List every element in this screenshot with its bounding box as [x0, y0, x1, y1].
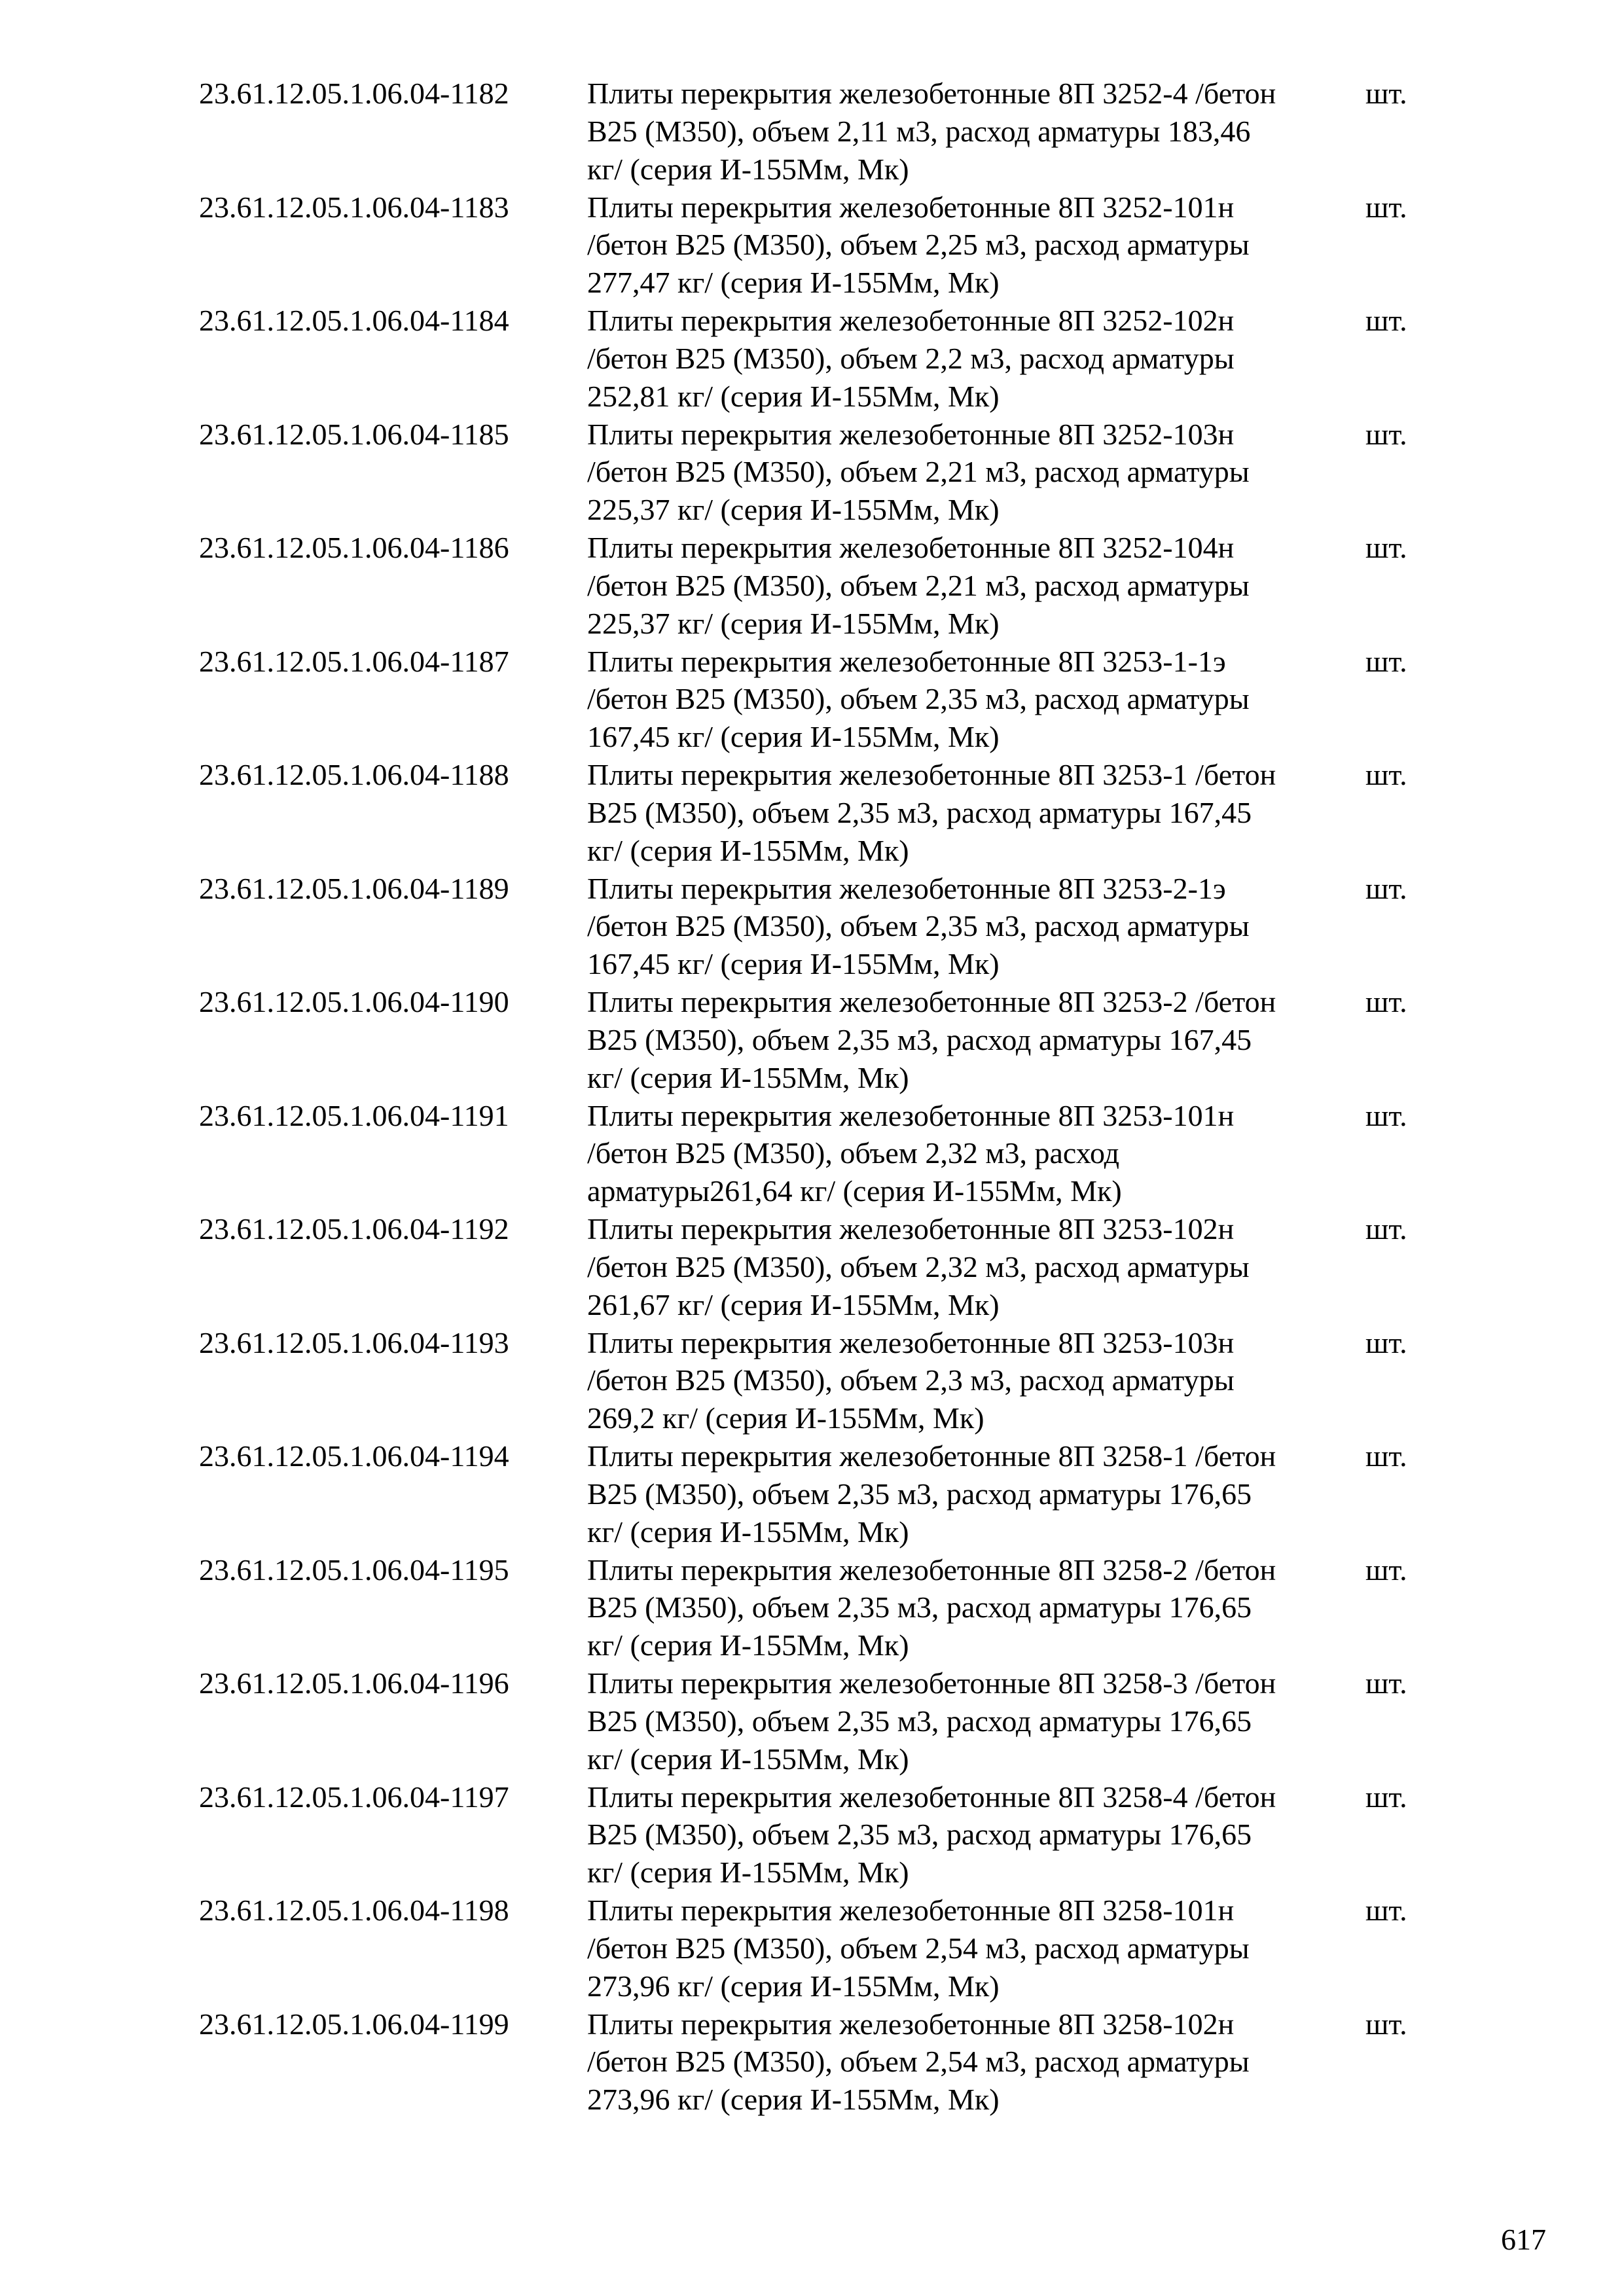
item-description: Плиты перекрытия железобетонные 8П 3253-1 /бетон В25 (М350), объем 2,35 м3, расход арматуры 167,45 кг/ (серия И-155Мм, Мк)	[587, 758, 1276, 867]
item-description: Плиты перекрытия железобетонные 8П 3258-2 /бетон В25 (М350), объем 2,35 м3, расход арматуры 176,65 кг/ (серия И-155Мм, Мк)	[587, 1552, 1276, 1662]
item-unit: шт.	[1365, 985, 1407, 1018]
item-description: Плиты перекрытия железобетонные 8П 3258-3 /бетон В25 (М350), объем 2,35 м3, расход арматуры 176,65 кг/ (серия И-155Мм, Мк)	[587, 1666, 1276, 1776]
table-row	[0, 643, 1624, 757]
item-code: 23.61.12.05.1.06.04-1188	[199, 758, 509, 791]
item-unit: шт.	[1365, 1666, 1407, 1700]
item-code: 23.61.12.05.1.06.04-1183	[199, 190, 509, 224]
item-unit: шт.	[1365, 1098, 1407, 1132]
item-code: 23.61.12.05.1.06.04-1191	[199, 1098, 509, 1132]
item-code: 23.61.12.05.1.06.04-1190	[199, 985, 509, 1018]
table-row	[0, 1551, 1624, 1665]
table-row	[0, 1437, 1624, 1551]
item-code: 23.61.12.05.1.06.04-1199	[199, 2007, 509, 2041]
table-row	[0, 1664, 1624, 1778]
item-code: 23.61.12.05.1.06.04-1187	[199, 644, 509, 678]
item-code: 23.61.12.05.1.06.04-1196	[199, 1666, 509, 1700]
table-row	[0, 529, 1624, 643]
table-row	[0, 1210, 1624, 1324]
item-unit: шт.	[1365, 531, 1407, 564]
item-code: 23.61.12.05.1.06.04-1194	[199, 1439, 509, 1473]
item-unit: шт.	[1365, 1212, 1407, 1246]
item-description: Плиты перекрытия железобетонные 8П 3253-103н /бетон В25 (М350), объем 2,3 м3, расход арматуры 269,2 кг/ (серия И-155Мм, Мк)	[587, 1325, 1235, 1435]
table-row	[0, 983, 1624, 1097]
item-unit: шт.	[1365, 1325, 1407, 1359]
item-code: 23.61.12.05.1.06.04-1198	[199, 1893, 509, 1927]
item-unit: шт.	[1365, 77, 1407, 110]
item-unit: шт.	[1365, 1780, 1407, 1814]
item-unit: шт.	[1365, 871, 1407, 905]
item-unit: шт.	[1365, 2007, 1407, 2041]
table-row	[0, 1778, 1624, 1892]
item-code: 23.61.12.05.1.06.04-1185	[199, 417, 509, 451]
item-unit: шт.	[1365, 304, 1407, 337]
item-description: Плиты перекрытия железобетонные 8П 3258-4 /бетон В25 (М350), объем 2,35 м3, расход арматуры 176,65 кг/ (серия И-155Мм, Мк)	[587, 1780, 1276, 1890]
table-row	[0, 75, 1624, 188]
item-code: 23.61.12.05.1.06.04-1195	[199, 1552, 509, 1587]
item-code: 23.61.12.05.1.06.04-1193	[199, 1325, 509, 1359]
table-row	[0, 1097, 1624, 1211]
table-row	[0, 2005, 1624, 2119]
item-code: 23.61.12.05.1.06.04-1197	[199, 1780, 509, 1814]
item-description: Плиты перекрытия железобетонные 8П 3252-103н /бетон В25 (М350), объем 2,21 м3, расход арматуры 225,37 кг/ (серия И-155Мм, Мк)	[587, 417, 1250, 527]
table-row	[0, 302, 1624, 416]
item-description: Плиты перекрытия железобетонные 8П 3252-101н /бетон В25 (М350), объем 2,25 м3, расход арматуры 277,47 кг/ (серия И-155Мм, Мк)	[587, 190, 1250, 300]
item-unit: шт.	[1365, 758, 1407, 791]
page-number: 617	[1501, 2223, 1546, 2256]
item-description: Плиты перекрытия железобетонные 8П 3252-4 /бетон В25 (М350), объем 2,11 м3, расход арматуры 183,46 кг/ (серия И-155Мм, Мк)	[587, 77, 1276, 186]
item-unit: шт.	[1365, 417, 1407, 451]
table-row	[0, 416, 1624, 529]
item-description: Плиты перекрытия железобетонные 8П 3258-1 /бетон В25 (М350), объем 2,35 м3, расход арматуры 176,65 кг/ (серия И-155Мм, Мк)	[587, 1439, 1276, 1549]
item-description: Плиты перекрытия железобетонные 8П 3253-2-1э /бетон В25 (М350), объем 2,35 м3, расход арматуры 167,45 кг/ (серия И-155Мм, Мк)	[587, 871, 1250, 981]
item-description: Плиты перекрытия железобетонные 8П 3258-101н /бетон В25 (М350), объем 2,54 м3, расход арматуры 273,96 кг/ (серия И-155Мм, Мк)	[587, 1893, 1250, 2003]
item-unit: шт.	[1365, 644, 1407, 678]
item-code: 23.61.12.05.1.06.04-1182	[199, 77, 509, 110]
item-description: Плиты перекрытия железобетонные 8П 3252-104н /бетон В25 (М350), объем 2,21 м3, расход арматуры 225,37 кг/ (серия И-155Мм, Мк)	[587, 531, 1250, 640]
item-description: Плиты перекрытия железобетонные 8П 3253-101н /бетон В25 (М350), объем 2,32 м3, расход арматуры261,64 кг/ (серия И-155Мм, Мк)	[587, 1098, 1235, 1208]
item-description: Плиты перекрытия железобетонные 8П 3253-2 /бетон В25 (М350), объем 2,35 м3, расход арматуры 167,45 кг/ (серия И-155Мм, Мк)	[587, 985, 1276, 1094]
item-code: 23.61.12.05.1.06.04-1186	[199, 531, 509, 564]
item-description: Плиты перекрытия железобетонные 8П 3253-1-1э /бетон В25 (М350), объем 2,35 м3, расход арматуры 167,45 кг/ (серия И-155Мм, Мк)	[587, 644, 1250, 754]
table-row	[0, 870, 1624, 984]
item-unit: шт.	[1365, 190, 1407, 224]
table-row	[0, 1892, 1624, 2005]
item-unit: шт.	[1365, 1439, 1407, 1473]
table-row	[0, 1324, 1624, 1438]
item-description: Плиты перекрытия железобетонные 8П 3252-102н /бетон В25 (М350), объем 2,2 м3, расход арматуры 252,81 кг/ (серия И-155Мм, Мк)	[587, 304, 1235, 413]
item-code: 23.61.12.05.1.06.04-1184	[199, 304, 509, 337]
item-unit: шт.	[1365, 1552, 1407, 1587]
item-unit: шт.	[1365, 1893, 1407, 1927]
table-row	[0, 188, 1624, 302]
price-list-table	[0, 75, 1624, 2119]
item-code: 23.61.12.05.1.06.04-1192	[199, 1212, 509, 1246]
item-description: Плиты перекрытия железобетонные 8П 3258-102н /бетон В25 (М350), объем 2,54 м3, расход арматуры 273,96 кг/ (серия И-155Мм, Мк)	[587, 2007, 1250, 2117]
item-description: Плиты перекрытия железобетонные 8П 3253-102н /бетон В25 (М350), объем 2,32 м3, расход арматуры 261,67 кг/ (серия И-155Мм, Мк)	[587, 1212, 1250, 1321]
table-row	[0, 756, 1624, 870]
item-code: 23.61.12.05.1.06.04-1189	[199, 871, 509, 905]
